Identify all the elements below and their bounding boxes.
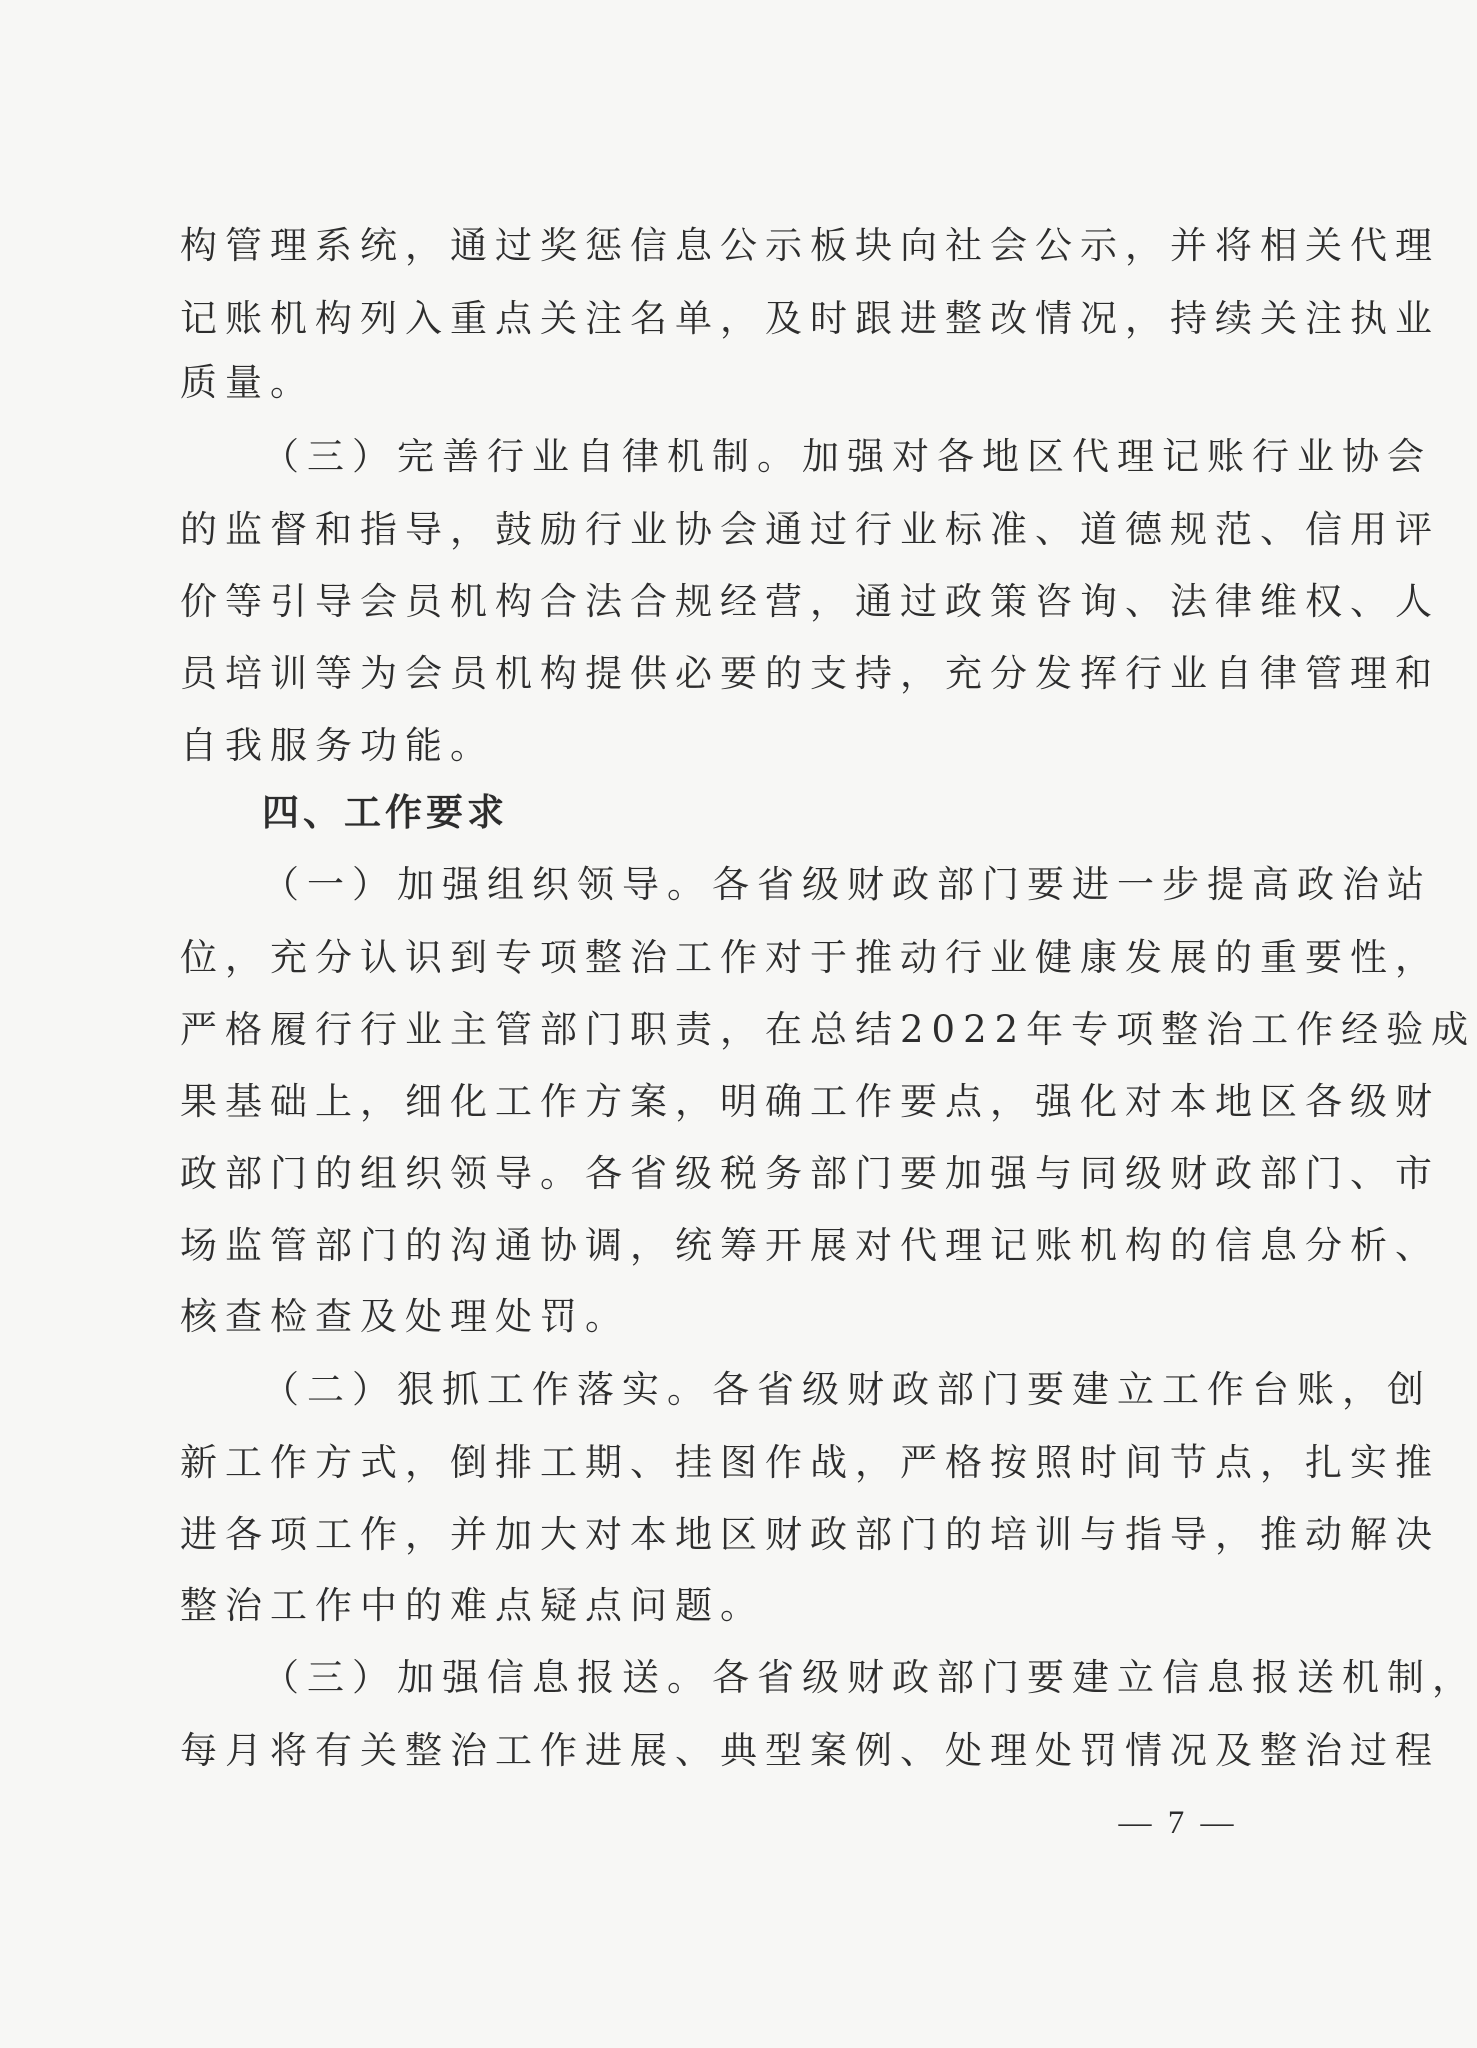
subsection-heading-paragraph-3: （三）加强信息报送。各省级财政部门要建立信息报送机制， (262, 1656, 1477, 1699)
body-text-line-7: 自我服务功能。 (180, 724, 495, 767)
subsection-heading-paragraph-2: （二）狠抓工作落实。各省级财政部门要建立工作台账，创 (262, 1368, 1432, 1411)
body-text-line-14: 新工作方式，倒排工期、挂图作战，严格按照时间节点，扎实推 (180, 1441, 1440, 1484)
body-text-line-13: 核查检查及处理处罚。 (180, 1295, 630, 1338)
subsection-heading-paragraph-1: （一）加强组织领导。各省级财政部门要进一步提高政治站 (262, 863, 1432, 906)
body-text-line-9: 严格履行行业主管部门职责，在总结2022年专项整治工作经验成 (180, 1008, 1477, 1051)
body-text-line-11: 政部门的组织领导。各省级税务部门要加强与同级财政部门、市 (180, 1152, 1440, 1195)
section-heading: 四、工作要求 (262, 790, 508, 834)
body-text-line-8: 位，充分认识到专项整治工作对于推动行业健康发展的重要性， (180, 936, 1440, 979)
body-text-line-17: 每月将有关整治工作进展、典型案例、处理处罚情况及整治过程 (180, 1729, 1440, 1772)
body-text-line-6: 员培训等为会员机构提供必要的支持，充分发挥行业自律管理和 (180, 652, 1440, 695)
body-text-line-3: 质量。 (180, 361, 315, 404)
body-text-line-12: 场监管部门的沟通协调，统筹开展对代理记账机构的信息分析、 (180, 1224, 1440, 1267)
body-text-line-16: 整治工作中的难点疑点问题。 (180, 1584, 765, 1627)
section-heading-paragraph-1: （三）完善行业自律机制。加强对各地区代理记账行业协会 (262, 435, 1432, 478)
body-text-line-10: 果基础上，细化工作方案，明确工作要点，强化对本地区各级财 (180, 1080, 1440, 1123)
body-text-line-4: 的监督和指导，鼓励行业协会通过行业标准、道德规范、信用评 (180, 508, 1440, 551)
body-text-line-5: 价等引导会员机构合法合规经营，通过政策咨询、法律维权、人 (180, 580, 1440, 623)
body-text-line-15: 进各项工作，并加大对本地区财政部门的培训与指导，推动解决 (180, 1513, 1440, 1556)
body-text-line-2: 记账机构列入重点关注名单，及时跟进整改情况，持续关注执业 (180, 297, 1440, 340)
page-number: — 7 — (1118, 1805, 1238, 1841)
body-text-line-1: 构管理系统，通过奖惩信息公示板块向社会公示，并将相关代理 (180, 224, 1440, 267)
